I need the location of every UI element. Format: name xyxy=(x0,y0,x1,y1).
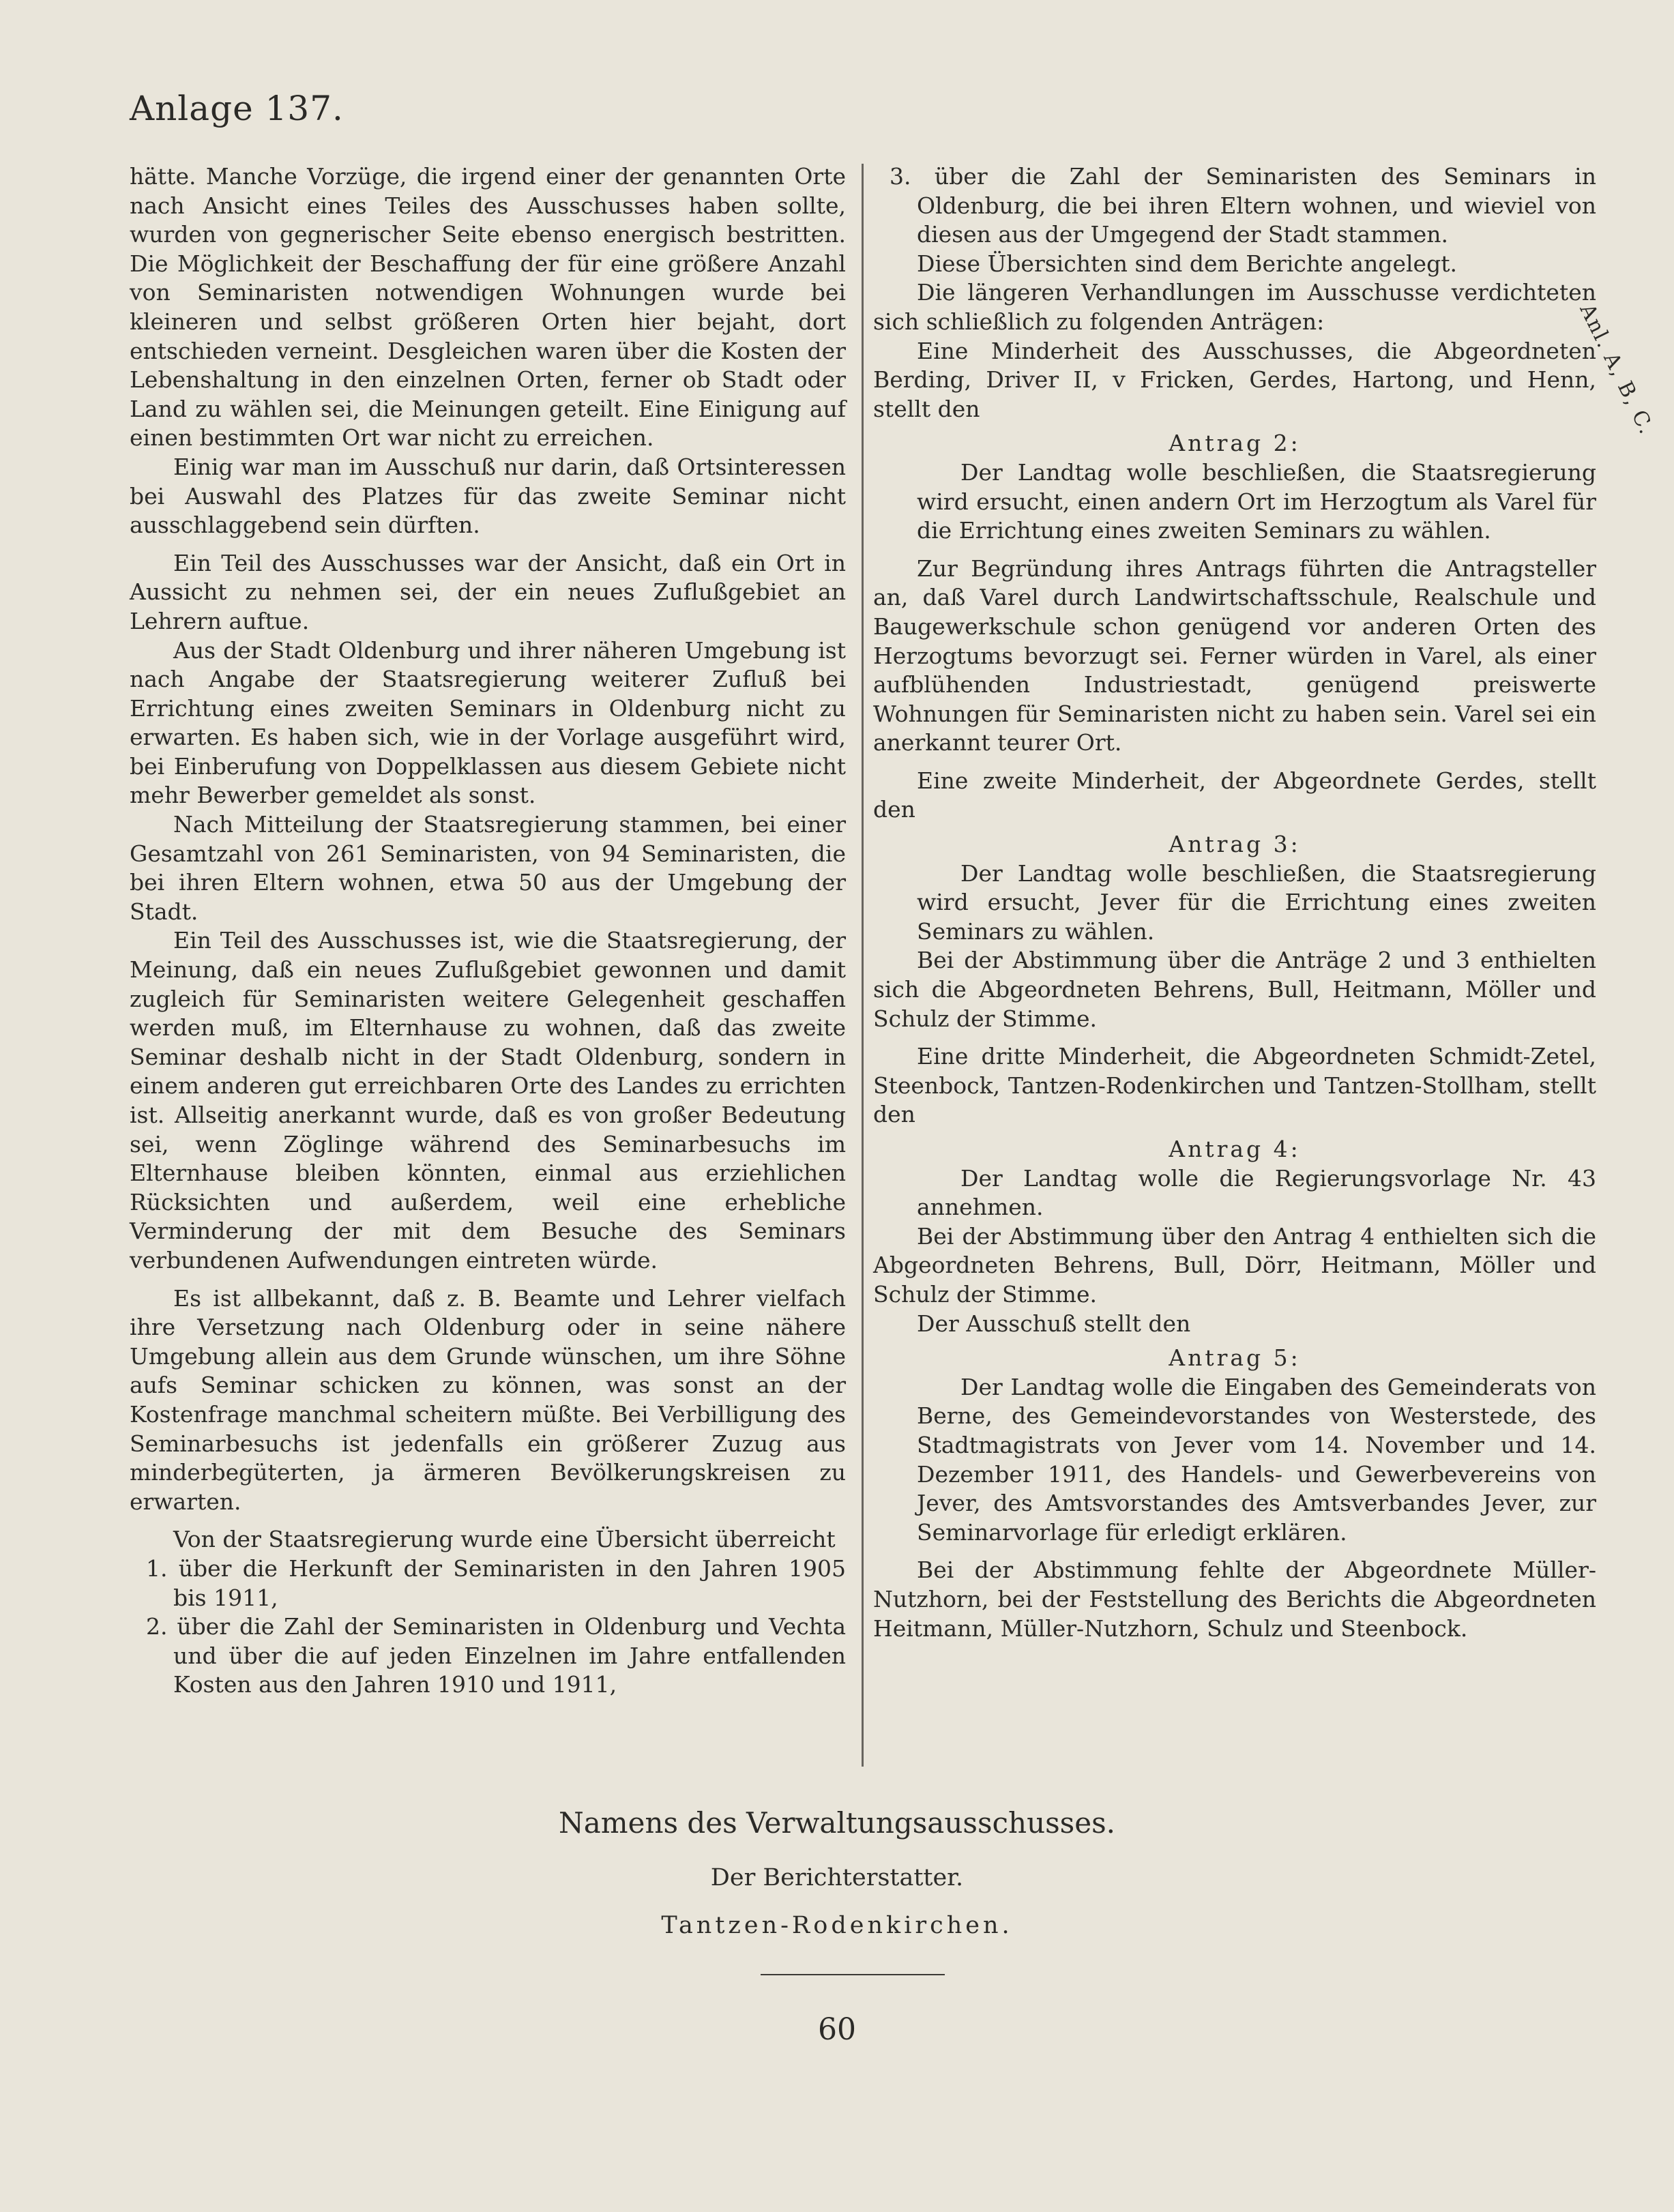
signature-role: Der Berichterstatter. xyxy=(710,1864,964,1891)
overview-list xyxy=(130,1554,846,1700)
paragraph: Diese Übersichten sind dem Berichte angelegt. xyxy=(917,250,1457,277)
antrag-heading: Antrag 4: xyxy=(1169,1136,1301,1162)
antrag-heading: Antrag 3: xyxy=(1169,831,1301,858)
paragraph: Zur Begründung ihres Antrags führten die Antragsteller an, daß Varel durch Landwirtschaftsschule, Realschule und Baugewerkschule schon genügend vor anderen Orten des Herzogtums bevorzugt sei. Ferner würden in Varel, als einer aufblühenden Industriestadt, genügend preiswerte Wohnungen für Seminaristen nicht zu haben sein. Varel sei ein anerkannt teurer Ort. xyxy=(873,555,1596,756)
paragraph: Bei der Abstimmung fehlte der Abgeordnete Müller-Nutzhorn, bei der Feststellung des Berichts die Abgeordneten Heitmann, Müller-Nutzhorn, Schulz und Steenbock. xyxy=(873,1557,1596,1642)
antrag-text: Der Landtag wolle beschließen, die Staatsregierung wird ersucht, Jever für die Errichtung eines zweiten Seminars zu wählen. xyxy=(917,859,1596,945)
appendix-heading: Anlage 137. xyxy=(130,89,344,128)
paragraph: Es ist allbekannt, daß z. B. Beamte und Lehrer vielfach ihre Versetzung nach Oldenburg oder in seine nähere Umgebung allein aus dem Grunde wünschen, um ihre Söhne aufs Seminar schicken zu können, was sonst an der Kostenfrage manchmal scheitern müßte. Bei Verbilligung des Seminarbesuchs ist jedenfalls ein größerer Zuzug aus minderbegüterten, ja ärmeren Bevölkerungskreisen zu erwarten. xyxy=(130,1284,846,1515)
paragraph: Nach Mitteilung der Staatsregierung stammen, bei einer Gesamtzahl von 261 Seminaristen, von 94 Seminaristen, die bei ihren Eltern wohnen, etwa 50 aus der Umgebung der Stadt. xyxy=(130,811,846,925)
antrag-text: Der Landtag wolle beschließen, die Staatsregierung wird ersucht, einen andern Ort im Herzogtum als Varel für die Errichtung eines zweiten Seminars zu wählen. xyxy=(917,458,1596,544)
paragraph: Einig war man im Ausschuß nur darin, daß Ortsinteressen bei Auswahl des Platzes für das zweite Seminar nicht ausschlaggebend sein dürften. xyxy=(130,453,846,539)
paragraph: Bei der Abstimmung über den Antrag 4 enthielten sich die Abgeordneten Behrens, Bull, Dörr, Heitmann, Möller und Schulz der Stimme. xyxy=(873,1222,1596,1308)
antrag-text: Der Landtag wolle die Eingaben des Gemeinderats von Berne, des Gemeindevorstandes von Westerstede, des Stadtmagistrats von Jever vom 14. November und 14. Dezember 1911, des Handels- und Gewerbevereins von Jever, des Amtsvorstandes des Amtsverbandes Jever, zur Seminarvorlage für erledigt erklären. xyxy=(917,1373,1596,1546)
list-item: 1. über die Herkunft der Seminaristen in den Jahren 1905 bis 1911, xyxy=(146,1554,846,1611)
paragraph: Die längeren Verhandlungen im Ausschusse verdichteten sich schließlich zu folgenden Anträgen: xyxy=(873,279,1596,335)
paragraph: Der Ausschuß stellt den xyxy=(917,1310,1191,1337)
paragraph: Eine Minderheit des Ausschusses, die Abgeordneten Berding, Driver II, v Fricken, Gerdes, Hartong, und Henn, stellt den xyxy=(873,337,1596,422)
signature-organization: Namens des Verwaltungsausschusses. xyxy=(558,1806,1115,1840)
paragraph: Von der Staatsregierung wurde eine Übersicht überreicht xyxy=(173,1526,836,1553)
list-item: 3. über die Zahl der Seminaristen des Seminars in Oldenburg, die bei ihren Eltern wohnen, und wieviel von diesen aus der Umgegend der Stadt stammen. xyxy=(890,163,1596,248)
paragraph: Eine zweite Minderheit, der Abgeordnete Gerdes, stellt den xyxy=(873,767,1596,823)
list-item: 2. über die Zahl der Seminaristen in Oldenburg und Vechta und über die auf jeden Einzelnen im Jahre entfallenden Kosten aus den Jahren 1910 und 1911, xyxy=(146,1613,846,1698)
paragraph: Aus der Stadt Oldenburg und ihrer näheren Umgebung ist nach Angabe der Staatsregierung weiterer Zufluß bei Errichtung eines zweiten Seminars in Oldenburg nicht zu erwarten. Es haben sich, wie in der Vorlage ausgeführt wird, bei Einberufung von Doppelklassen aus diesem Gebiete nicht mehr Bewerber gemeldet als sonst. xyxy=(130,636,846,809)
paragraph: Bei der Abstimmung über die Anträge 2 und 3 enthielten sich die Abgeordneten Behrens, Bull, Heitmann, Möller und Schulz der Stimme. xyxy=(873,947,1596,1032)
antrag-heading: Antrag 2: xyxy=(1169,430,1301,457)
signature-name: Tantzen-Rodenkirchen. xyxy=(661,1912,1013,1939)
right-column xyxy=(873,162,1596,1643)
paragraph: Ein Teil des Ausschusses war der Ansicht, daß ein Ort in Aussicht zu nehmen sei, der ein neues Zuflußgebiet an Lehrern auftue. xyxy=(130,549,846,634)
column-divider xyxy=(862,164,864,1767)
paragraph: Ein Teil des Ausschusses ist, wie die Staatsregierung, der Meinung, daß ein neues Zuflußgebiet gewonnen und damit zugleich für Seminaristen weitere Gelegenheit geschaffen werden muß, im Elternhause zu wohnen, daß das zweite Seminar deshalb nicht in der Stadt Oldenburg, sondern in einem anderen gut erreichbaren Orte des Landes zu errichten ist. Allseitig anerkannt wurde, daß es von großer Bedeutung sei, wenn Zöglinge während des Seminarbesuchs im Elternhause bleiben könnten, einmal aus erziehlichen Rücksichten und außerdem, weil eine erhebliche Verminderung der mit dem Besuche des Seminars verbundenen Aufwendungen eintreten würde. xyxy=(130,927,846,1273)
divider-line xyxy=(761,1974,945,1975)
paragraph: hätte. Manche Vorzüge, die irgend einer der genannten Orte nach Ansicht eines Teiles des Ausschusses haben sollte, wurden von gegnerischer Seite ebenso energisch bestritten. Die Möglichkeit der Beschaffung der für eine größere Anzahl von Seminaristen notwendigen Wohnungen wurde bei kleineren und selbst größeren Orten hier bejaht, dort entschieden verneint. Desgleichen waren über die Kosten der Lebenshaltung in den einzelnen Orten, ferner ob Stadt oder Land zu wählen sei, die Meinungen geteilt. Eine Einigung auf einen bestimmten Ort war nicht zu erreichen. xyxy=(130,163,846,452)
overview-list-continued xyxy=(873,162,1596,250)
marginal-note: Anl. A, B, C. xyxy=(1574,300,1659,439)
left-column xyxy=(130,162,846,1700)
antrag-text: Der Landtag wolle die Regierungsvorlage Nr. 43 annehmen. xyxy=(917,1164,1596,1221)
antrag-heading: Antrag 5: xyxy=(1169,1344,1301,1372)
page-number: 60 xyxy=(818,2012,856,2047)
paragraph: Eine dritte Minderheit, die Abgeordneten Schmidt-Zetel, Steenbock, Tantzen-Rodenkirchen und Tantzen-Stollham, stellt den xyxy=(873,1043,1596,1128)
